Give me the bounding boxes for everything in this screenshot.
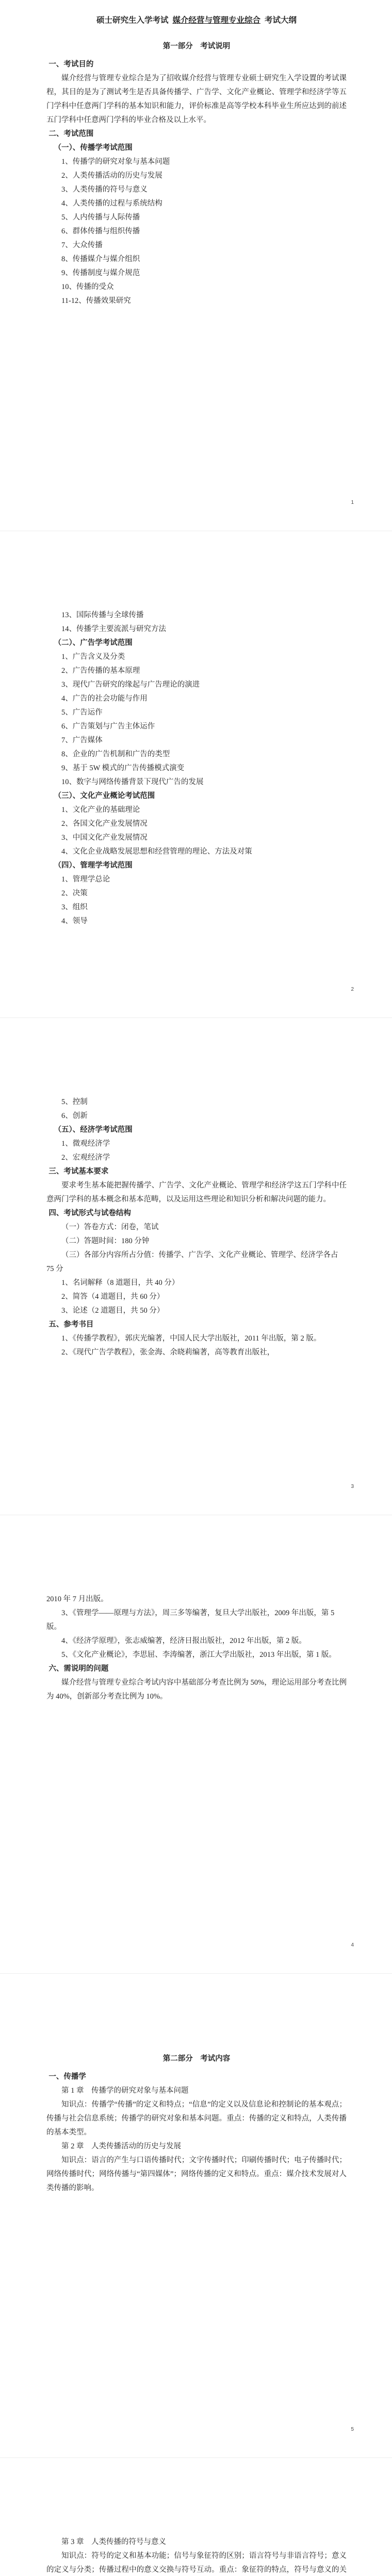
page-3 <box>0 1018 392 1510</box>
list-item: 8、企业的广告机制和广告的类型 <box>61 750 170 758</box>
list-item: 2、人类传播活动的历史与发展 <box>61 172 162 180</box>
list-item: 4、《经济学原理》，张志威编著，经济日报出版社，2012 年出版，第 2 版。 <box>61 1637 306 1645</box>
page-body <box>46 1592 347 1704</box>
list-item: 3、中国文化产业发展情况 <box>61 834 148 842</box>
list-item: 1、广告含义及分类 <box>61 653 125 661</box>
list-item: 4、人类传播的过程与系统结构 <box>61 199 162 208</box>
page-body <box>46 13 347 308</box>
subsection-heading: （一）、传播学考试范围 <box>54 144 133 152</box>
list-item: 4、文化企业战略发展思想和经营管理的理论、方法及对策 <box>61 848 252 856</box>
list-item: 1、传播学的研究对象与基本问题 <box>61 158 170 166</box>
paragraph: 知识点：符号的定义和基本功能；信号与象征符的区别；语言符号与非语言符号；意义的定义与分类；传播过程中的意义交换与符号互动。重点：象征符的特点，符号与意义的关 <box>46 2552 347 2574</box>
part-heading: 第二部分 考试内容 <box>162 2055 231 2063</box>
list-item: （三）各部分内容所占分值：传播学、广告学、文化产业概论、管理学、经济学各占 75 分 <box>46 1251 338 1273</box>
paragraph: 知识点：传播学“传播”的定义和特点；“信息”的定义以及信息论和控制论的基本观点；传播与社会信息系统；传播学的研究对象和基本问题。重点：传播的定义和特点，人类传播的基本类型。 <box>46 2100 347 2137</box>
list-item: 5、广告运作 <box>61 708 103 717</box>
title-subject: 媒介经营与管理专业综合 <box>172 16 260 25</box>
list-item: 14、传播学主要流派与研究方法 <box>61 625 166 633</box>
list-item: 11-12、传播效果研究 <box>61 297 131 305</box>
list-item: 1、管理学总论 <box>61 875 110 884</box>
chapter-heading: 第 3 章 人类传播的符号与意义 <box>61 2538 166 2546</box>
list-item: 6、群体传播与组织传播 <box>61 227 140 235</box>
section-heading: 一、考试目的 <box>48 60 94 69</box>
list-item: 1、《传播学教程》，郭庆光编著，中国人民大学出版社，2011 年出版，第 2 版。 <box>61 1334 321 1343</box>
list-item: 7、广告媒体 <box>61 736 103 744</box>
page-number: 5 <box>351 2427 354 2432</box>
title-prefix: 硕士研究生入学考试 <box>96 16 169 25</box>
continued-line: 2010 年 7 月出版。 <box>46 1595 108 1603</box>
part-heading: 第一部分 考试说明 <box>162 42 231 50</box>
subsection-heading: （二）、广告学考试范围 <box>54 639 133 647</box>
list-item: 3、人类传播的符号与意义 <box>61 185 148 194</box>
list-item: 2、简答（4 道题目，共 60 分） <box>61 1293 165 1301</box>
section-heading: 五、参考书目 <box>48 1320 94 1329</box>
document-title <box>46 13 347 27</box>
list-item: 2、决策 <box>61 889 88 897</box>
page-2 <box>0 531 392 1012</box>
list-item: 5、控制 <box>61 1098 88 1106</box>
list-item: 9、传播制度与媒介规范 <box>61 269 140 277</box>
page-body <box>46 2051 347 2195</box>
list-item: 3、论述（2 道题目，共 50 分） <box>61 1307 165 1315</box>
page-6 <box>0 2458 392 2576</box>
page-body <box>46 608 347 928</box>
paragraph: 要求考生基本能把握传播学、广告学、文化产业概论、管理学和经济学这五门学科中任意两门学科的基本概念和基本范畴，以及运用这些理论和知识分析和解决问题的能力。 <box>46 1181 347 1204</box>
page-number: 1 <box>351 500 354 505</box>
section-heading: 二、考试范围 <box>48 130 94 138</box>
page-5 <box>0 1973 392 2452</box>
list-item: 1、微观经济学 <box>61 1140 110 1148</box>
page-number: 3 <box>351 1484 354 1489</box>
list-item: 5、人内传播与人际传播 <box>61 213 140 222</box>
list-item: 2、各国文化产业发展情况 <box>61 820 148 828</box>
page-number: 4 <box>351 1942 354 1948</box>
chapter-heading: 第 1 章 传播学的研究对象与基本问题 <box>61 2087 189 2095</box>
paragraph: 媒介经营与管理专业综合是为了招收媒介经营与管理专业硕士研究生入学设置的考试课程，其目的是为了测试考生是否具备传播学、广告学、文化产业概论、管理学和经济学等五门学科中任意两门学科的基本知识和能力，评价标准是高等学校本科毕业生所应达到的前述五门学科中任意两门学科的毕业合格及以上水平。 <box>46 74 347 124</box>
page-4 <box>0 1515 392 1968</box>
list-item: 2、宏观经济学 <box>61 1154 110 1162</box>
list-item: 3、现代广告研究的缘起与广告理论的演进 <box>61 681 200 689</box>
list-item: 13、国际传播与全球传播 <box>61 611 144 619</box>
list-item: 1、文化产业的基础理论 <box>61 806 140 814</box>
list-item: 9、基于 5W 模式的广告传播模式演变 <box>61 764 185 772</box>
chapter-heading: 第 2 章 人类传播活动的历史与发展 <box>61 2142 181 2150</box>
list-item: 6、广告策划与广告主体运作 <box>61 722 155 731</box>
page-1 <box>0 0 392 526</box>
page-body <box>46 1095 347 1360</box>
section-heading: 六、需说明的问题 <box>48 1665 109 1673</box>
list-item: （一）答卷方式：闭卷，笔试 <box>61 1223 159 1231</box>
list-item: 7、大众传播 <box>61 241 103 249</box>
list-item: 4、领导 <box>61 917 88 925</box>
subsection-heading: （三）、文化产业概论考试范围 <box>54 792 155 800</box>
section-heading: 一、传播学 <box>48 2073 86 2081</box>
list-item: 5、《文化产业概论》，李思屈、李涛编著，浙江大学出版社，2013 年出版，第 1 版。 <box>61 1651 336 1659</box>
list-item: 2、《现代广告学教程》，张金海、余晓莉编著，高等教育出版社， <box>61 1348 275 1357</box>
list-item: 6、创新 <box>61 1112 88 1120</box>
list-item: 10、数字与网络传播背景下现代广告的发展 <box>61 778 204 786</box>
paragraph: 媒介经营与管理专业综合考试内容中基础部分考查比例为 50%，理论运用部分考查比例为 40%，创新部分考查比例为 10%。 <box>46 1679 347 1701</box>
list-item: 10、传播的受众 <box>61 283 114 291</box>
paragraph: 知识点：语言的产生与口语传播时代；文字传播时代；印刷传播时代；电子传播时代；网络传播时代；网络传播与“第四媒体”；网络传播的定义和特点。重点：媒介技术发展对人类传播的影响。 <box>46 2156 347 2192</box>
title-suffix: 考试大纲 <box>265 16 297 25</box>
list-item: 3、组织 <box>61 903 88 911</box>
list-item: 3、《管理学——原理与方法》，周三多等编著，复旦大学出版社，2009 年出版，第 5 版。 <box>46 1609 335 1631</box>
section-heading: 三、考试基本要求 <box>48 1167 109 1176</box>
list-item: 8、传播媒介与媒介组织 <box>61 255 140 263</box>
list-item: 2、广告传播的基本原理 <box>61 667 140 675</box>
subsection-heading: （四）、管理学考试范围 <box>54 861 133 870</box>
page-number: 2 <box>351 987 354 992</box>
list-item: （二）答题时间：180 分钟 <box>61 1237 150 1245</box>
list-item: 4、广告的社会功能与作用 <box>61 694 148 703</box>
page-body <box>46 2535 347 2576</box>
list-item: 1、名词解释（8 道题目，共 40 分） <box>61 1279 179 1287</box>
section-heading: 四、考试形式与试卷结构 <box>48 1209 131 1217</box>
subsection-heading: （五）、经济学考试范围 <box>54 1126 133 1134</box>
